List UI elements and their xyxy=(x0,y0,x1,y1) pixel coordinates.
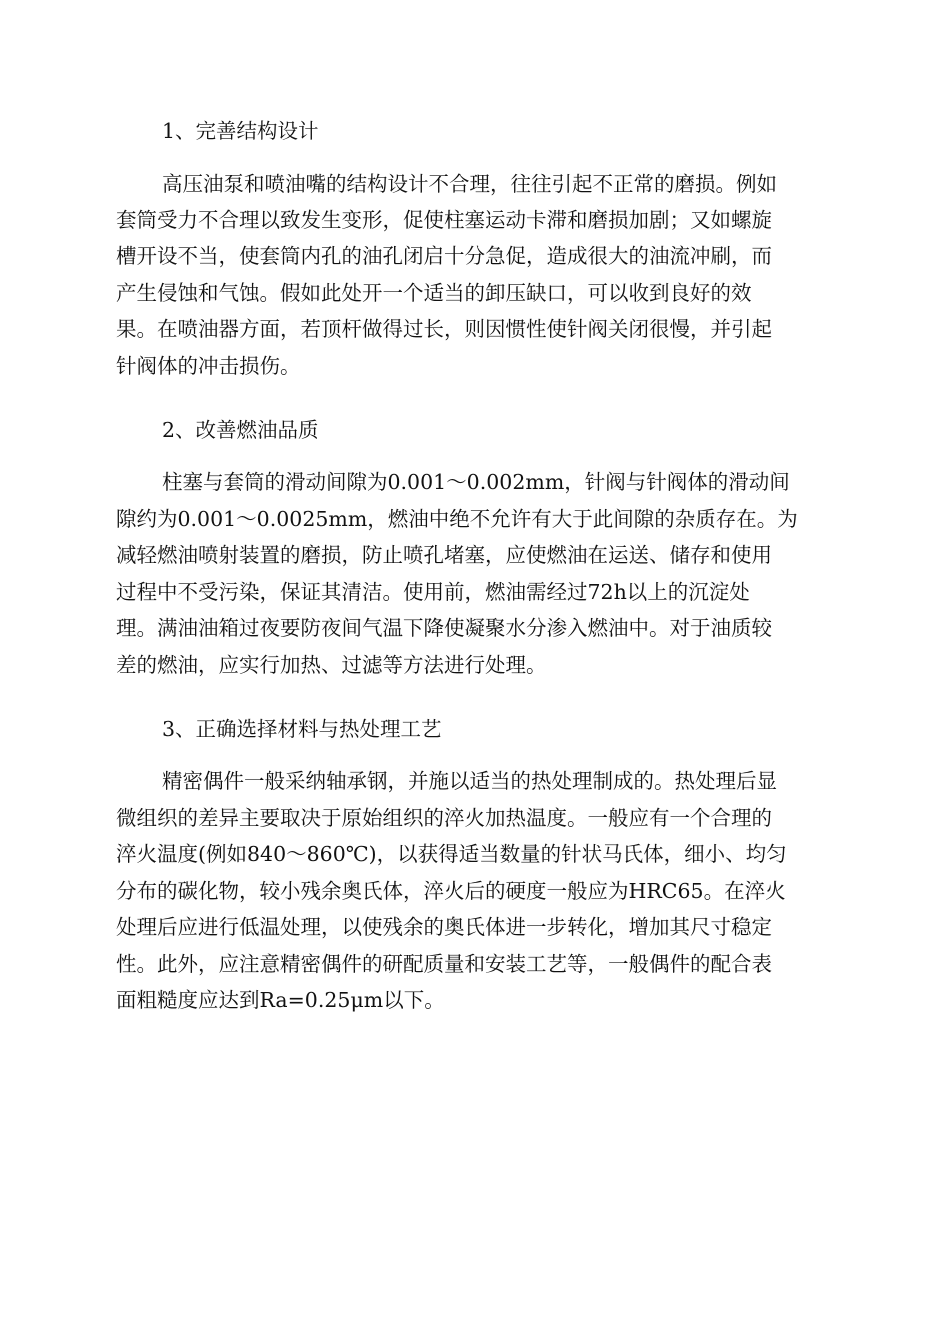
paragraph-line: 针阀体的冲击损伤。 xyxy=(116,354,301,378)
paragraph-line: 性。此外，应注意精密偶件的研配质量和安装工艺等，一般偶件的配合表 xyxy=(116,952,772,976)
paragraph-line: 过程中不受污染，保证其清洁。使用前，燃油需经过72h以上的沉淀处 xyxy=(116,580,750,604)
paragraph-line: 微组织的差异主要取决于原始组织的淬火加热温度。一般应有一个合理的 xyxy=(116,806,772,830)
paragraph-line: 面粗糙度应达到Ra=0.25μm以下。 xyxy=(116,988,445,1012)
paragraph-line: 高压油泵和喷油嘴的结构设计不合理，往往引起不正常的磨损。例如 xyxy=(162,172,777,196)
paragraph-line: 精密偶件一般采纳轴承钢，并施以适当的热处理制成的。热处理后显 xyxy=(162,769,777,793)
paragraph-line: 淬火温度(例如840～860℃)，以获得适当数量的针状马氏体，细小、均匀 xyxy=(116,842,787,866)
paragraph-line: 果。在喷油器方面，若顶杆做得过长，则因惯性使针阀关闭很慢，并引起 xyxy=(116,317,772,341)
paragraph-line: 槽开设不当，使套筒内孔的油孔闭启十分急促，造成很大的油流冲刷，而 xyxy=(116,244,772,268)
paragraph-line: 隙约为0.001～0.0025mm，燃油中绝不允许有大于此间隙的杂质存在。为 xyxy=(116,507,798,531)
section-heading: 2、改善燃油品质 xyxy=(162,418,319,442)
section-heading: 3、正确选择材料与热处理工艺 xyxy=(162,717,442,741)
section-heading: 1、完善结构设计 xyxy=(162,119,319,143)
paragraph-line: 减轻燃油喷射装置的磨损，防止喷孔堵塞，应使燃油在运送、储存和使用 xyxy=(116,543,772,567)
paragraph-line: 分布的碳化物，较小残余奥氏体，淬火后的硬度一般应为HRC65。在淬火 xyxy=(116,879,786,903)
paragraph-line: 柱塞与套筒的滑动间隙为0.001～0.002mm，针阀与针阀体的滑动间 xyxy=(162,470,790,494)
paragraph-line: 差的燃油，应实行加热、过滤等方法进行处理。 xyxy=(116,653,547,677)
paragraph-line: 处理后应进行低温处理，以使残余的奥氏体进一步转化，增加其尺寸稳定 xyxy=(116,915,772,939)
paragraph-line: 产生侵蚀和气蚀。假如此处开一个适当的卸压缺口，可以收到良好的效 xyxy=(116,281,752,305)
paragraph-line: 理。满油油箱过夜要防夜间气温下降使凝聚水分渗入燃油中。对于油质较 xyxy=(116,616,772,640)
paragraph-line: 套筒受力不合理以致发生变形，促使柱塞运动卡滞和磨损加剧；又如螺旋 xyxy=(116,208,772,232)
